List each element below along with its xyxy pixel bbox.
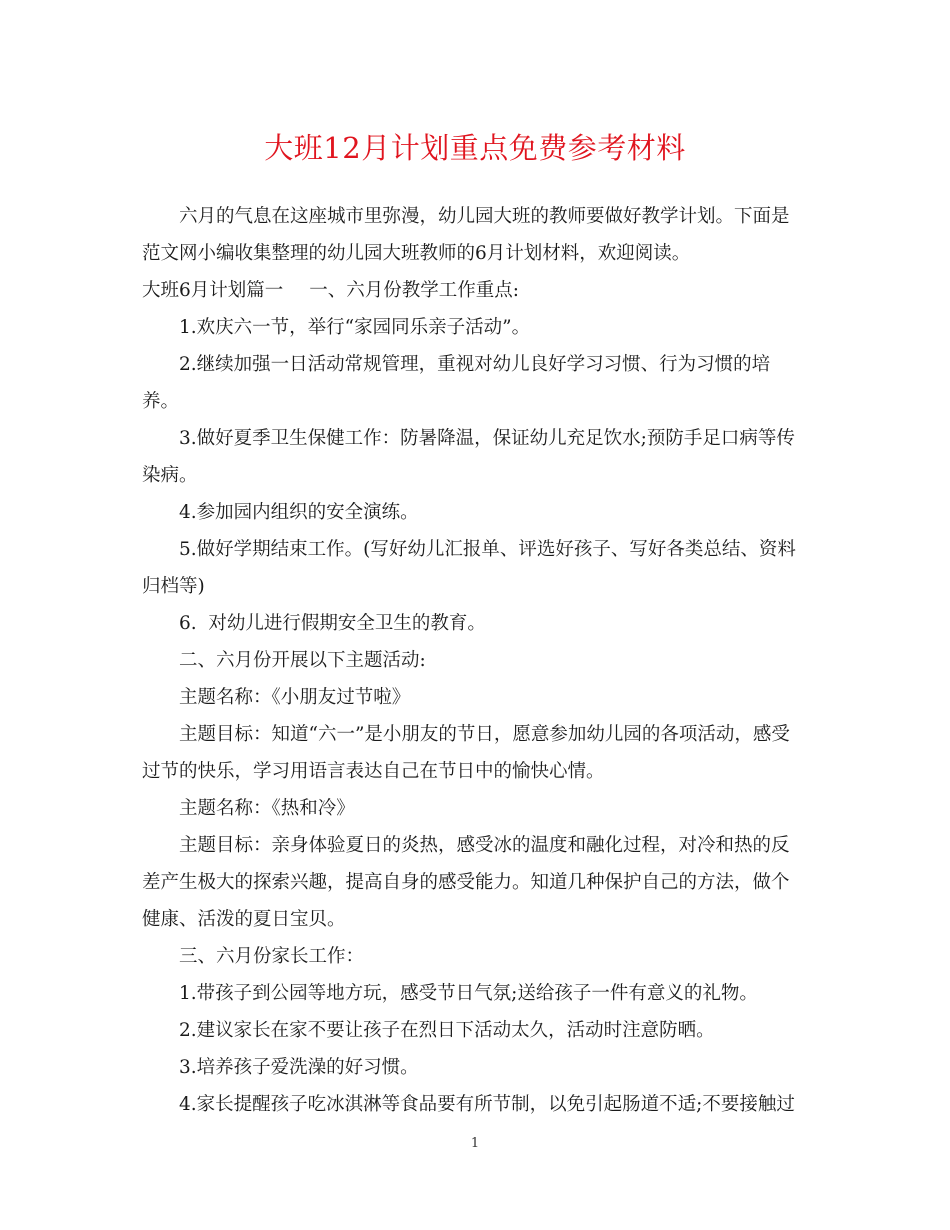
list-item: 4.参加园内组织的安全演练。 (179, 502, 419, 523)
intro-paragraph: 六月的气息在这座城市里弥漫，幼儿园大班的教师要做好教学计划。下面是范文网小编收集整理的幼儿园大班教师的6月计划材料，欢迎阅读。 (142, 206, 790, 264)
section-label: 大班6月计划篇一 (142, 280, 284, 301)
page-number: 1 (470, 1136, 480, 1151)
list-item: 1.欢庆六一节，举行“家园同乐亲子活动”。 (179, 317, 531, 338)
list-item: 4.家长提醒孩子吃冰淇淋等食品要有所节制，以免引起肠道不适;不要接触过 (179, 1094, 795, 1115)
section-line (142, 272, 806, 309)
theme-name: 主题名称：《小朋友过节啦》 (179, 687, 411, 708)
list-item: 5.做好学期结束工作。(写好幼儿汇报单、评选好孩子、写好各类总结、资料归档等) (142, 539, 796, 597)
list-item: 2.建议家长在家不要让孩子在烈日下活动太久，活动时注意防晒。 (179, 1020, 715, 1041)
document-title: 大班12月计划重点免费参考材料 (264, 131, 686, 165)
theme-goal: 主题目标：亲身体验夏日的炎热，感受冰的温度和融化过程，对冷和热的反差产生极大的探索兴趣，提高自身的感受能力。知道几种保护自己的方法，做个健康、活泼的夏日宝贝。 (142, 835, 790, 930)
section-heading-themes: 二、六月份开展以下主题活动: (179, 650, 426, 671)
list-item: 2.继续加强一日活动常规管理，重视对幼儿良好学习习惯、行为习惯的培养。 (142, 354, 771, 412)
document-body (142, 198, 806, 1123)
section-heading-teaching: 一、六月份教学工作重点: (309, 280, 520, 301)
section-heading-parents: 三、六月份家长工作： (179, 946, 365, 967)
list-item: 1.带孩子到公园等地方玩，感受节日气氛;送给孩子一件有意义的礼物。 (179, 983, 758, 1004)
theme-goal: 主题目标：知道“六一”是小朋友的节日，愿意参加幼儿园的各项活动，感受过节的快乐，学习用语言表达自己在节日中的愉快心情。 (142, 724, 790, 782)
list-item: 3.培养孩子爱洗澡的好习惯。 (179, 1057, 419, 1078)
theme-name: 主题名称：《热和冷》 (179, 798, 355, 819)
list-item: 3.做好夏季卫生保健工作：防暑降温，保证幼儿充足饮水;预防手足口病等传染病。 (142, 428, 795, 486)
list-item: 6. 对幼儿进行假期安全卫生的教育。 (179, 613, 486, 634)
spacer (283, 272, 309, 309)
